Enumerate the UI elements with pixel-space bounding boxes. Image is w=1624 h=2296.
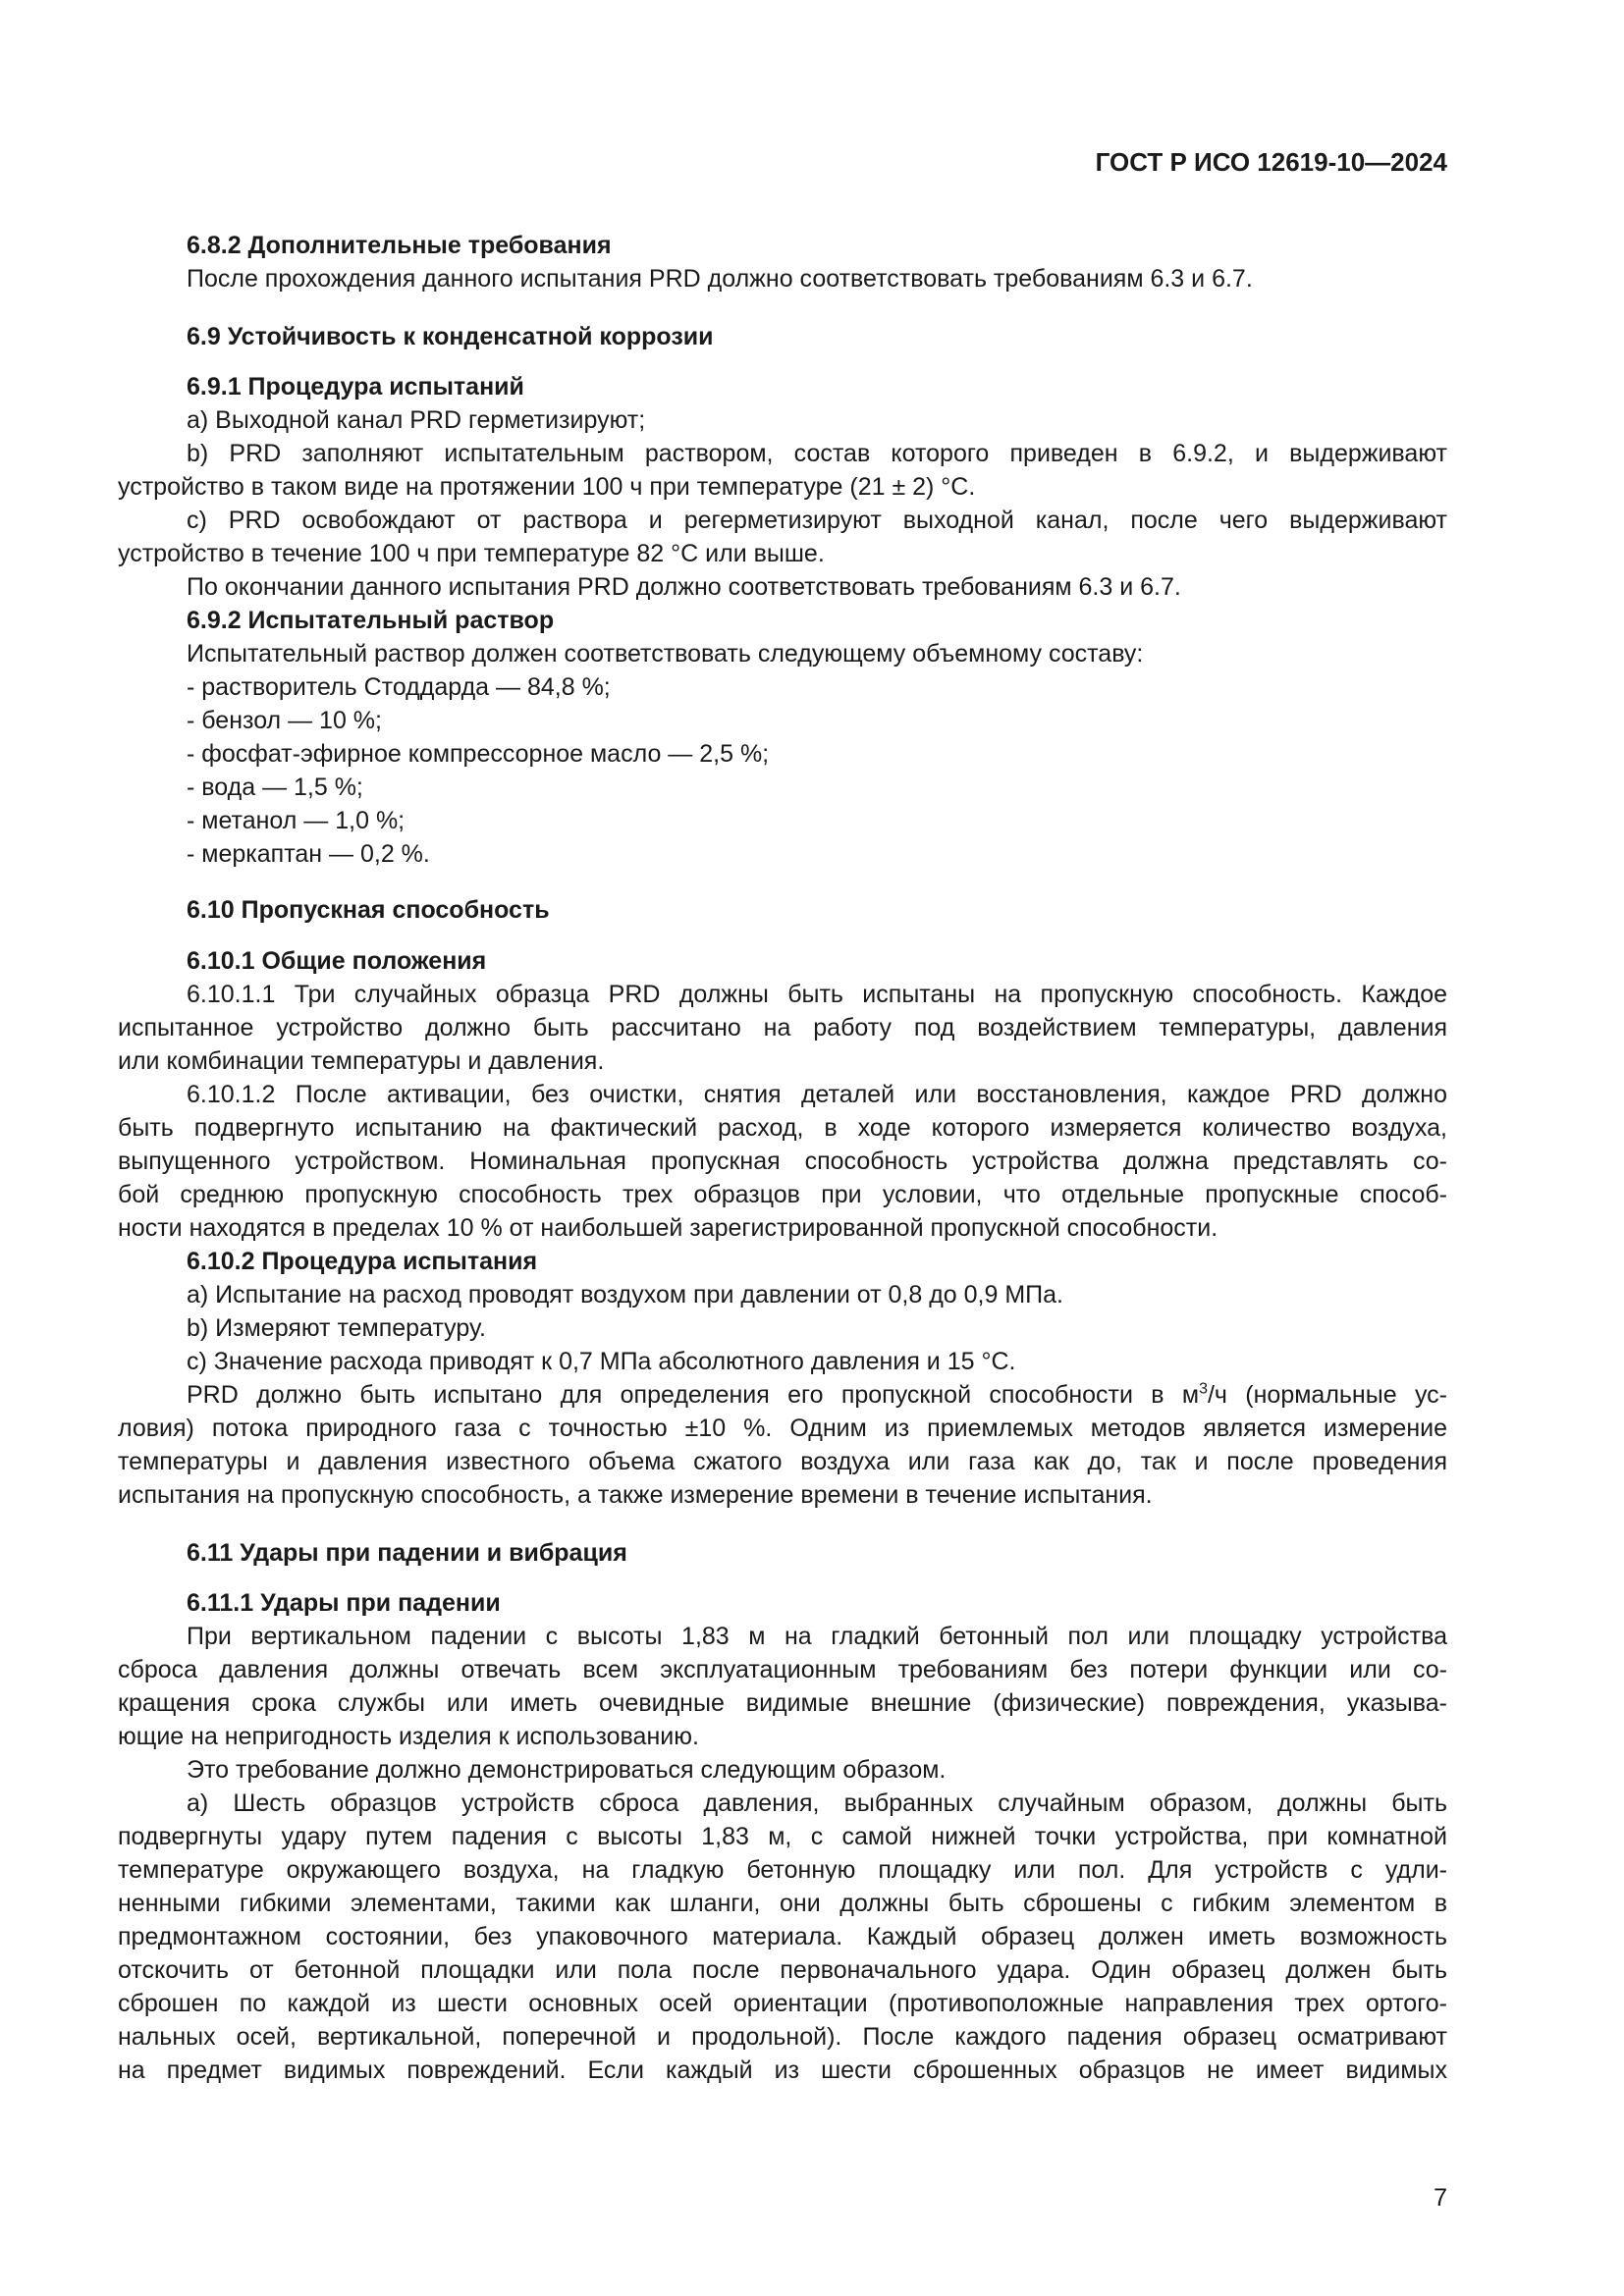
- paragraph-6-11-1-line: При вертикальном падении с высоты 1,83 м на гладкий бетонный пол или площадку устройства: [187, 1623, 1447, 1650]
- item-b-6-9-1-line2: устройство в таком виде на протяжении 100 ч при температуре (21 ± 2) °С.: [118, 473, 976, 501]
- heading-6-10-1: 6.10.1 Общие положения: [187, 947, 487, 975]
- heading-6-9-2: 6.9.2 Испытательный раствор: [187, 607, 555, 634]
- paragraph-6-10-1-1-line: испытанное устройство должно быть рассчитано на работу под воздействием температуры, давления: [118, 1014, 1447, 1041]
- item-a-6-11-1-line: подвергнуты удару путем падения с высоты 1,83 м, с самой нижней точки устройства, при комнатной: [118, 1823, 1447, 1850]
- item-a-6-11-1-line: предмонтажном состоянии, без упаковочного материала. Каждый образец должен иметь возможность: [118, 1923, 1447, 1950]
- item-a-6-11-1-line: на предмет видимых повреждений. Если каждый из шести сброшенных образцов не имеет видимых: [118, 2056, 1447, 2084]
- heading-6-8-2: 6.8.2 Дополнительные требования: [187, 232, 612, 259]
- paragraph-6-9-1-end: По окончании данного испытания PRD должно соответствовать требованиям 6.3 и 6.7.: [187, 573, 1181, 601]
- paragraph-6-10-1-2-line: быть подвергнуто испытанию на фактический расход, в ходе которого измеряется количество воздуха,: [118, 1114, 1447, 1142]
- paragraph-6-10-2-line1: [118, 1378, 1447, 1412]
- paragraph-6-11-1-line: ющие на непригодность изделия к использованию.: [118, 1723, 699, 1750]
- item-c-6-10-2: c) Значение расхода приводят к 0,7 МПа абсолютного давления и 15 °С.: [187, 1348, 1016, 1375]
- item-a-6-11-1-line: отскочить от бетонной площадки или пола после первоначального удара. Один образец должен быть: [118, 1956, 1447, 1984]
- paragraph-6-9-2-intro: Испытательный раствор должен соответствовать следующему объемному составу:: [187, 640, 1144, 667]
- page-number: 7: [1434, 2184, 1447, 2212]
- heading-6-9-1: 6.9.1 Процедура испытаний: [187, 373, 524, 400]
- item-a-6-10-2: a) Испытание на расход проводят воздухом при давлении от 0,8 до 0,9 МПа.: [187, 1281, 1063, 1308]
- heading-6-11-1: 6.11.1 Удары при падении: [187, 1589, 501, 1617]
- item-a-6-9-1: a) Выходной канал PRD герметизируют;: [187, 406, 646, 434]
- heading-6-11: 6.11 Удары при падении и вибрация: [187, 1539, 627, 1567]
- paragraph-6-8-2: После прохождения данного испытания PRD должно соответствовать требованиям 6.3 и 6.7.: [187, 265, 1253, 293]
- list-item: - растворитель Стоддарда — 84,8 %;: [187, 673, 611, 701]
- heading-6-10: 6.10 Пропускная способность: [187, 896, 550, 924]
- paragraph-6-10-1-2-line: ности находятся в пределах 10 % от наибольшей зарегистрированной пропускной способности.: [118, 1214, 1218, 1242]
- list-item: - фосфат-эфирное компрессорное масло — 2,5 %;: [187, 740, 770, 768]
- item-a-6-11-1-line: нальных осей, вертикальной, поперечной и продольной). После каждого падения образец осматривают: [118, 2023, 1447, 2051]
- item-b-6-9-1-line1: b) PRD заполняют испытательным раствором, состав которого приведен в 6.9.2, и выдерживают: [187, 440, 1447, 467]
- item-c-6-9-1-line2: устройство в течение 100 ч при температуре 82 °С или выше.: [118, 540, 825, 567]
- paragraph-6-10-2-end: /ч (нормальные ус-: [1207, 1381, 1447, 1409]
- paragraph-6-10-1-2-line: бой среднюю пропускную способность трех образцов при условии, что отдельные пропускные способ-: [118, 1181, 1447, 1208]
- paragraph-6-10-1-2-line: выпущенного устройством. Номинальная пропускная способность устройства должна представлять со-: [118, 1148, 1447, 1175]
- item-a-6-11-1-line: температуре окружающего воздуха, на гладкую бетонную площадку или пол. Для устройств с удли-: [118, 1856, 1447, 1884]
- superscript-3: 3: [1199, 1380, 1208, 1398]
- heading-6-9: 6.9 Устойчивость к конденсатной коррозии: [187, 323, 714, 350]
- document-page: [118, 0, 1447, 2296]
- item-a-6-11-1-line: ненными гибкими элементами, такими как шланги, они должны быть сброшены с гибким элементом в: [118, 1890, 1447, 1917]
- paragraph-6-10-2-line: температуры и давления известного объема сжатого воздуха или газа как до, так и после проведения: [118, 1448, 1447, 1475]
- list-item: - бензол — 10 %;: [187, 707, 382, 734]
- item-c-6-9-1-line1: c) PRD освобождают от раствора и регерметизируют выходной канал, после чего выдерживают: [187, 507, 1447, 534]
- document-code: ГОСТ Р ИСО 12619-10—2024: [1095, 147, 1447, 177]
- paragraph-6-10-1-2-line: 6.10.1.2 После активации, без очистки, снятия деталей или восстановления, каждое PRD должно: [187, 1081, 1447, 1108]
- paragraph-6-11-1-line: кращения срока службы или иметь очевидные видимые внешние (физические) повреждения, указыва-: [118, 1689, 1447, 1717]
- heading-6-10-2: 6.10.2 Процедура испытания: [187, 1248, 538, 1275]
- item-b-6-10-2: b) Измеряют температуру.: [187, 1314, 486, 1342]
- paragraph-6-10-1-1-line: 6.10.1.1 Три случайных образца PRD должны быть испытаны на пропускную способность. Каждое: [187, 981, 1447, 1008]
- paragraph-6-10-2-line: испытания на пропускную способность, а также измерение времени в течение испытания.: [118, 1481, 1153, 1509]
- list-item: - метанол — 1,0 %;: [187, 807, 406, 834]
- paragraph-6-10-1-1-line: или комбинации температуры и давления.: [118, 1047, 605, 1075]
- item-a-6-11-1-line: a) Шесть образцов устройств сброса давления, выбранных случайным образом, должны быть: [187, 1789, 1447, 1817]
- paragraph-6-10-2-start: PRD должно быть испытано для определения его пропускной способности в м: [187, 1381, 1200, 1409]
- paragraph-6-11-1-demo: Это требование должно демонстрироваться следующим образом.: [187, 1756, 947, 1784]
- list-item: - меркаптан — 0,2 %.: [187, 840, 430, 868]
- item-a-6-11-1-line: сброшен по каждой из шести основных осей ориентации (противоположные направления трех ортого-: [118, 1990, 1447, 2017]
- paragraph-6-11-1-line: сброса давления должны отвечать всем эксплуатационным требованиям без потери функции или со-: [118, 1656, 1447, 1683]
- paragraph-6-10-2-line: ловия) потока природного газа с точностью ±10 %. Одним из приемлемых методов является измерение: [118, 1415, 1447, 1442]
- list-item: - вода — 1,5 %;: [187, 774, 363, 801]
